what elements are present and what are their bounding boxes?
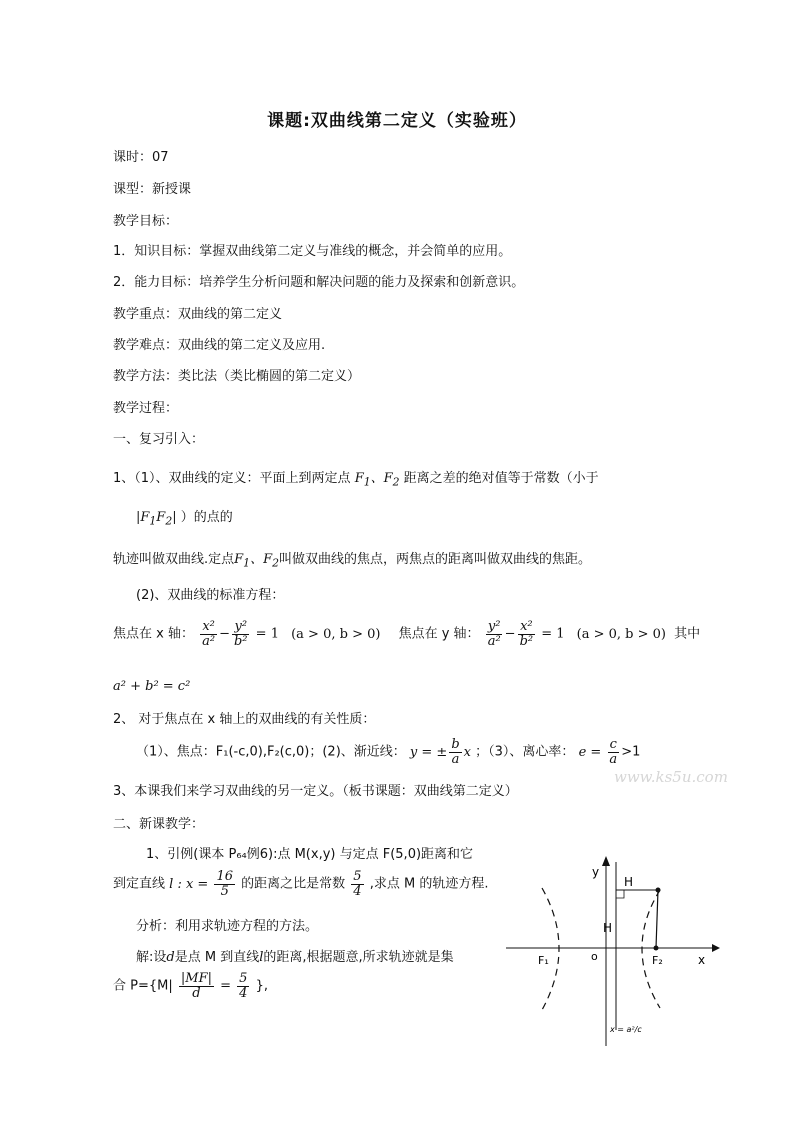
left-branch: [542, 888, 559, 1010]
point-m: [656, 888, 661, 893]
f1-label: F₁: [538, 954, 549, 967]
eccentricity-formula: e = $\frac{c}{a}$: [578, 737, 618, 767]
std-eq-label: (2)、双曲线的标准方程：: [136, 588, 285, 603]
properties-heading: 2、 对于焦点在 x 轴上的双曲线的有关性质：: [113, 712, 376, 727]
y-axis-arrow-icon: [602, 856, 610, 866]
section2-heading: 二、新课教学：: [113, 817, 205, 832]
goals-label: 教学目标：: [113, 214, 179, 229]
definition-line3: 轨迹叫做双曲线.定点$F_1$、$F_2$叫做双曲线的焦点，两焦点的距离叫做双曲线的焦距。: [113, 552, 591, 570]
right-angle-mark: [616, 890, 624, 898]
solution-line: 解:设d是点 M 到直线l的距离,根据题意,所求轨迹就是集: [136, 950, 454, 965]
watermark: www.ks5u.com: [614, 768, 728, 786]
std-equations: 焦点在 x 轴： $\frac{\text{x²}}{\text{a²}}$ − $\frac{\text{y²}}{\text{b²}}$ = 1 (a > 0, b > 0) 焦点在 y 轴： $\frac{\text{y²}}{\text{a²}}$ − $\frac{\text{x²}}{\text{b²}}$ = 1 (a > 0, b > 0) 其中: [113, 619, 701, 649]
f2-label: F₂: [652, 954, 663, 967]
goal-ability: 2．能力目标：培养学生分析问题和解决问题的能力及探索和创新意识。: [113, 275, 525, 290]
item3: 3、本课我们来学习双曲线的另一定义。（板书课题：双曲线第二定义）: [113, 784, 518, 799]
x-axis-arrow-icon: [712, 944, 720, 952]
mf-segment: [656, 890, 658, 948]
asymptote-formula: y = ± $\frac{b}{a}$ x: [409, 737, 471, 767]
key-point: 教学重点：双曲线的第二定义: [113, 307, 283, 322]
set-definition: 合 P={M| $\frac{|MF|}{d}$ = $\frac{5}{4}$ },: [113, 971, 268, 1001]
x-label: x: [698, 953, 706, 967]
hyperbola-diagram: [500, 850, 730, 1050]
analysis: 分析：利用求轨迹方程的方法。: [136, 919, 319, 934]
example-line1: 1、引例(课本 P₆₄例6):点 M(x,y) 与定点 F(5,0)距离和它: [146, 847, 474, 862]
abs-f1f2: $|F_1F_2|$: [136, 510, 177, 528]
definition-cont: ）的点的: [180, 510, 233, 525]
foci-symbols: $F_1$、$F_2$: [354, 471, 400, 489]
directrix-label: x = a²/c: [610, 1025, 642, 1034]
definition-mid: 距离之差的绝对值等于常数（小于: [403, 471, 599, 486]
point-f2: [654, 946, 659, 951]
y-label: y: [592, 865, 600, 879]
h-label-mid: H: [603, 921, 613, 935]
properties-line: （1）、焦点：F₁(-c,0),F₂(c,0)；(2)、渐近线： y = ± $\frac{b}{a}$ x ；（3）、离心率： e = $\frac{c}{a}$ >1: [136, 737, 641, 767]
example-line2: 到定直线 l : x = $\frac{16}{5}$ 的距离之比是常数 $\frac{5}{4}$ ,求点 M 的轨迹方程.: [113, 869, 489, 899]
abc-relation: a² + b² = c²: [113, 679, 191, 694]
origin-label: o: [591, 950, 598, 963]
goal-knowledge: 1．知识目标：掌握双曲线第二定义与准线的概念，并会简单的应用。: [113, 244, 512, 259]
definition-prefix: 1、（1）、双曲线的定义：平面上到两定点: [113, 471, 351, 486]
definition-line1: [113, 467, 599, 489]
class-hours: 课时：07: [113, 150, 169, 165]
page-title: 课题:双曲线第二定义（实验班）: [267, 111, 527, 131]
section1-heading: 一、复习引入：: [113, 432, 205, 447]
teaching-process: 教学过程：: [113, 401, 179, 416]
definition-line2: [136, 506, 233, 528]
teaching-method: 教学方法：类比法（类比椭圆的第二定义）: [113, 369, 361, 384]
h-label-top: H: [624, 875, 634, 889]
lesson-type: 课型：新授课: [113, 182, 192, 197]
difficulty: 教学难点：双曲线的第二定义及应用.: [113, 338, 326, 353]
